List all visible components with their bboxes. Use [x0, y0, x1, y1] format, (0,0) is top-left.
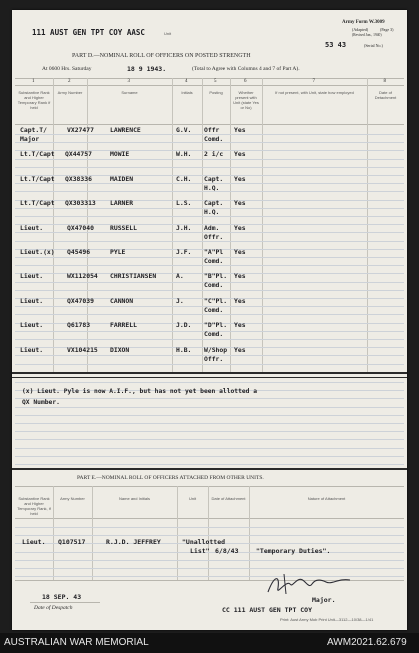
officer-present: Yes [234, 174, 246, 183]
officer-surname: RUSSELL [110, 223, 137, 232]
part-e-title: PART E.—NOMINAL ROLL OF OFFICERS ATTACHED FROM OTHER UNITS. [77, 475, 264, 481]
officer-posting: "A"Pl [204, 248, 224, 256]
officer-posting: Offr [204, 126, 220, 134]
officer-posting: "C"Pl. [204, 296, 228, 305]
ruled-line [15, 241, 404, 242]
officer-present: Yes [234, 272, 246, 281]
officer-army-number: QX38336 [65, 174, 92, 183]
part-d-end-rule-2 [12, 377, 407, 378]
table-top-rule [15, 78, 404, 79]
officer-initials: J.F. [176, 248, 192, 256]
officer-army-number: QX47040 [67, 223, 94, 232]
officer-posting: Capt. [204, 174, 224, 183]
officer-initials: J. [176, 296, 184, 305]
revised-caption: (Revised Jan., 1940) [352, 33, 382, 37]
officer-rank: Lieut. [20, 223, 44, 232]
officer-posting-line2: Comd. [204, 305, 224, 314]
officer-posting-line2: H.Q. [204, 208, 220, 217]
officer-rank: Lt.T/Capt [20, 150, 55, 159]
part-e-column-header: Army Number [60, 496, 85, 501]
column-header: If not present, with Unit, state how employed [275, 90, 354, 95]
officer-surname: MOWIE [110, 150, 130, 159]
officer-rank: Lieut.(x) [20, 248, 55, 256]
ruled-line [15, 290, 404, 291]
part-e-column-header: Name and Initials [119, 496, 150, 501]
attached-unit-line2: List" [190, 547, 210, 555]
attached-rank: Lieut. [22, 538, 46, 546]
dispatch-caption: Date of Despatch [34, 605, 73, 611]
ruled-line [15, 398, 404, 399]
column-number: 7 [312, 79, 315, 84]
part-e-header-top [15, 486, 404, 487]
attached-unit: "Unallotted [182, 538, 226, 546]
officer-posting-line2: Comd. [204, 135, 224, 143]
column-number: 2 [68, 79, 71, 84]
officer-surname: CHRISTIANSEN [110, 272, 157, 281]
document-page [12, 10, 407, 630]
ruled-line [15, 423, 404, 424]
officer-posting: 2 i/c [204, 150, 224, 159]
officer-initials: A. [176, 272, 184, 281]
page-caption: (Page 3) [380, 27, 394, 32]
footnote-line-2: QX Number. [22, 399, 60, 406]
attachment-nature: "Temporary Duties". [256, 547, 331, 555]
officer-initials: J.H. [176, 223, 192, 232]
officer-present: Yes [234, 223, 246, 232]
officer-rank: Lt.T/Capt [20, 199, 55, 208]
officer-posting: "D"Pl. [204, 321, 228, 330]
column-header: Posting [209, 90, 223, 95]
signature-icon [264, 570, 354, 600]
ruled-line [15, 339, 404, 340]
officer-rank: Lieut. [20, 345, 44, 354]
officer-army-number: Q61783 [67, 321, 91, 330]
header-bottom-rule [15, 124, 404, 125]
officer-posting-line2: H.Q. [204, 183, 220, 192]
officer-initials: C.H. [176, 174, 192, 183]
column-header: Whether present with Unit (state Yes or No) [233, 90, 259, 110]
attachment-date: 6/8/43 [215, 547, 239, 555]
column-number: 3 [127, 79, 130, 84]
officer-rank-line2: Major [20, 135, 40, 143]
officer-initials: L.S. [176, 199, 192, 208]
ruled-line [15, 560, 404, 561]
printer-imprint: Print: Aust Army Mob Print Unit—3112—10/38—1/41 [280, 617, 374, 622]
officer-present: Yes [234, 199, 246, 208]
part-e-column-header: Nature of Attachment [307, 496, 346, 501]
officer-posting: Adm. [204, 223, 220, 232]
column-header: Substantive Rank and Higher Temporary Rank if held [17, 90, 51, 110]
adapted-caption: (Adapted) [352, 27, 369, 32]
officer-army-number: Q45496 [67, 248, 91, 256]
officer-army-number: QX44757 [65, 150, 92, 159]
officer-posting: W/Shop [204, 345, 228, 354]
serial-caption: (Serial No.) [364, 43, 383, 48]
officer-present: Yes [234, 126, 246, 134]
part-e-column-divider [53, 486, 54, 580]
officer-rank: Lieut. [20, 296, 44, 305]
officer-surname: DIXON [110, 345, 130, 354]
signatory-rank: Major. [312, 596, 336, 604]
total-note: (Total to Agree with Columns 4 and 7 of Part A). [192, 66, 300, 72]
part-e-column-divider [92, 486, 93, 580]
attached-number: Q107517 [58, 538, 86, 546]
officer-rank: Capt.T/ [20, 126, 47, 134]
officer-posting-line2: Comd. [204, 330, 224, 339]
part-e-column-divider [208, 486, 209, 580]
officer-army-number: VX27477 [67, 126, 94, 134]
unit-name: 111 AUST GEN TPT COY AASC [32, 28, 145, 37]
officer-initials: H.B. [176, 345, 192, 354]
ruled-line [15, 415, 404, 416]
roll-date: 18 9 1943. [127, 65, 167, 73]
officer-posting-line2: Offr. [204, 232, 224, 241]
ruled-line [15, 456, 404, 457]
officer-present: Yes [234, 321, 246, 330]
column-header: Initials [181, 90, 193, 95]
officer-posting-line2: Comd. [204, 257, 224, 265]
officer-initials: J.D. [176, 321, 192, 330]
ruled-line [15, 159, 404, 160]
column-header: Date of Detachment [374, 90, 397, 100]
part-d-title: PART D.—NOMINAL ROLL OF OFFICERS ON POSTED STRENGTH [72, 53, 251, 59]
ruled-line [15, 382, 404, 383]
column-number: 6 [244, 79, 247, 84]
part-d-end-rule [12, 372, 407, 374]
part-e-top-rule [12, 468, 407, 470]
at-hours-prefix: At 0600 Hrs. Saturday [42, 66, 92, 72]
officer-rank: Lieut. [20, 321, 44, 330]
column-header: Army Number [57, 90, 83, 95]
ruled-line [15, 364, 404, 365]
officer-surname: LAWRENCE [110, 126, 141, 134]
ruled-line [15, 568, 404, 569]
footer-institution: AUSTRALIAN WAR MEMORIAL [4, 637, 149, 648]
officer-present: Yes [234, 150, 246, 159]
part-e-column-header: Date of Attachment [211, 496, 246, 501]
officer-surname: LARNER [110, 199, 134, 208]
officer-initials: W.H. [176, 150, 192, 159]
part-e-column-divider [177, 486, 178, 580]
dispatch-date-line [30, 602, 100, 603]
column-number: 8 [383, 79, 386, 84]
ruled-line [15, 314, 404, 315]
ruled-line [15, 448, 404, 449]
column-number: 4 [185, 79, 188, 84]
officer-army-number: WX112054 [67, 272, 98, 281]
col-number-rule [15, 85, 404, 86]
ruled-line [15, 439, 404, 440]
officer-surname: FARRELL [110, 321, 137, 330]
ruled-line [15, 407, 404, 408]
part-e-column-divider [249, 486, 250, 580]
archive-footer [0, 633, 419, 653]
attached-name: R.J.D. JEFFREY [106, 538, 161, 546]
ruled-line [15, 535, 404, 536]
part-e-column-header: Unit [188, 496, 197, 501]
column-header: Surname [121, 90, 138, 95]
footnote-line-1: (x) Lieut. Pyle is now A.I.F., but has not yet been allotted a [22, 388, 258, 395]
column-number: 1 [32, 79, 35, 84]
signatory-unit: CC 111 AUST GEN TPT COY [222, 606, 313, 614]
officer-army-number: QX303313 [65, 199, 96, 208]
ruled-line [15, 527, 404, 528]
footer-accession: AWM2021.62.679 [327, 637, 407, 648]
officer-initials: G.V. [176, 126, 192, 134]
officer-surname: MAIDEN [110, 174, 134, 183]
officer-posting: Capt. [204, 199, 224, 208]
officer-surname: PYLE [110, 248, 126, 256]
part-e-column-header: Substantive Rank and Higher Temporary Rank, if held [17, 496, 51, 516]
officer-rank: Lt.T/Capt [20, 174, 55, 183]
officer-present: Yes [234, 248, 246, 256]
unit-caption: Unit [164, 31, 172, 36]
officer-present: Yes [234, 345, 246, 354]
ruled-line [15, 464, 404, 465]
officer-present: Yes [234, 296, 246, 305]
ruled-line [15, 265, 404, 266]
dispatch-date: 18 SEP. 43 [42, 593, 82, 601]
army-form-number: Army Form W.3009 [342, 20, 385, 25]
officer-posting: "B"Pl. [204, 272, 228, 281]
officer-posting-line2: Offr. [204, 354, 224, 363]
officer-rank: Lieut. [20, 272, 44, 281]
column-number: 5 [214, 79, 217, 84]
ruled-line [15, 167, 404, 168]
officer-army-number: VX104215 [67, 345, 98, 354]
part-e-header-bottom [15, 518, 404, 519]
serial-number: 53 43 [325, 41, 347, 49]
officer-posting-line2: Comd. [204, 281, 224, 290]
officer-army-number: QX47039 [67, 296, 94, 305]
ruled-line [15, 431, 404, 432]
officer-surname: CANNON [110, 296, 134, 305]
